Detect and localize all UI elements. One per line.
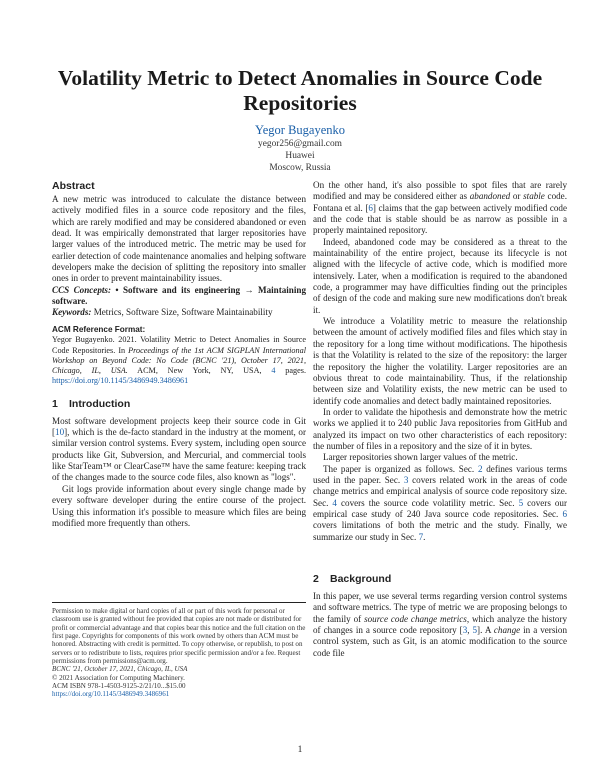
text-run: covers our empirical case study of 240 Java source code repositories. Sec.	[313, 497, 567, 519]
ref-doi-link[interactable]: https://doi.org/10.1145/3486949.3486961	[52, 376, 189, 386]
emphasis: stable	[523, 191, 545, 202]
intro-paragraph-2: Git logs provide information about every single change made by every software developer during the entire course of the project. Using this information it's possible to measure which files are being modified more frequently than others.	[52, 483, 306, 528]
permission-venue: BCNC '21, October 17, 2021, Chicago, IL, USA	[52, 665, 188, 674]
text-run: The paper is organized as follows. Sec.	[323, 463, 478, 474]
text-run: In this paper, we use several terms regarding version control systems and software metrics. The type of metric we are proposing belongs to the family of	[313, 591, 567, 624]
text-run: On the other hand, it's also possible to spot files that are rarely modified and may be considered either as	[313, 180, 567, 202]
text-run: in a version control system, such as Git, is an atomic modification to the source code file	[313, 625, 567, 658]
paper-title: Volatility Metric to Detect Anomalies in Source Code Repositories	[57, 66, 543, 115]
section-ref-link[interactable]: 6	[562, 508, 567, 519]
emphasis: abandoned	[469, 191, 511, 202]
citation-link[interactable]: 5	[472, 625, 478, 636]
right-paragraph-1	[313, 180, 567, 237]
text-run: ], which is the de-facto standard in the industry at the moment, or similar version control systems. Every system, including open source products like Git, Subversion, and Mercurial, and commercial tools like StarTeam™ or ClearCase™ have the same feature: keeping track of the changes made to the source code files, also known as "logs".	[52, 427, 306, 483]
emphasis: change	[493, 625, 521, 636]
author-email[interactable]: yegor256@gmail.com	[258, 139, 342, 149]
keywords-value: Metrics, Software Size, Software Maintainability	[93, 307, 273, 318]
text-run: Most software development projects keep their source code in Git [	[52, 415, 306, 438]
section-ref-link[interactable]: 7	[418, 531, 424, 542]
section-ref-link[interactable]: 5	[518, 497, 524, 508]
right-paragraph-3: We introduce a Volatility metric to measure the relationship between the amount of actively modified files and files which stay in the repository for a long time without modifications. The hipothesis is that the Volatility is related to the size of the repository: the larger the repository the higher the volatility. Larger repositories are an obvious threat to code maintainability. Thus, if the relationship between size and Volatility exists, the new metric can be used to identify code anomalies and detect badly maintained repositories.	[313, 316, 567, 406]
ccs-value: • Software and its engineering → Maintaining software.	[52, 284, 306, 307]
text-run: ]. A	[477, 625, 494, 636]
abstract-text: A new metric was introduced to calculate the distance between actively modified files in a source code repository and the files, which are rarely modified and may be considered abandoned or even dead. It was empirically demonstrated that larger repositories have larger values of the introduced metric. The metric may be used for earlier detection of code maintenance anomalies and helping software developers make the decision of splitting the repository into smaller ones in order to prevent maintainability issues.	[52, 194, 307, 284]
citation-link[interactable]: 10	[55, 427, 65, 438]
author-affiliation: Huawei	[285, 151, 315, 161]
text-run: .	[423, 531, 426, 542]
section-title: Introduction	[69, 397, 131, 410]
citation-link[interactable]: 3	[462, 625, 468, 636]
text-run: covers the source code volatility metric. Sec.	[336, 497, 519, 508]
intro-paragraph-1	[52, 416, 306, 484]
left-column	[52, 180, 306, 529]
author-block	[150, 123, 450, 174]
section-ref-link[interactable]: 2	[477, 463, 483, 474]
right-paragraph-4: In order to validate the hipothesis and demonstrate how the metric works we applied it to 240 public Java repositories from GitHub and analyzed its impact on two other characteristics of each repository: the number of files in a repository and the size of it in bytes.	[313, 406, 567, 451]
background-paragraph-1	[313, 591, 567, 659]
section-ref-link[interactable]: 4	[332, 497, 337, 508]
author-location: Moscow, Russia	[269, 163, 331, 173]
section-heading-introduction	[52, 398, 306, 411]
ref-text-after: ACM, New York, NY, USA,	[127, 366, 272, 376]
ccs-label: CCS Concepts:	[52, 284, 111, 295]
ref-pages-link[interactable]: 4	[271, 366, 276, 376]
ccs-concepts	[52, 285, 306, 308]
author-name: Yegor Bugayenko	[254, 123, 346, 137]
right-paragraph-6	[313, 464, 567, 543]
citation-link[interactable]: 6	[368, 202, 373, 213]
right-paragraph-5: Larger repositories shown larger values of the metric.	[323, 452, 518, 463]
section-number: 2	[313, 573, 319, 585]
text-run: or	[510, 191, 524, 202]
section-title: Background	[330, 573, 392, 585]
ref-text-before: Yegor Bugayenko. 2021. Volatility Metric to Detect Anomalies in Source Code Repositories. In	[52, 335, 306, 355]
section-number: 1	[52, 397, 58, 410]
emphasis: source code change metrics	[364, 613, 467, 624]
abstract-heading: Abstract	[52, 180, 95, 192]
section-heading-background	[313, 573, 567, 586]
text-run: ] claims that the gap between actively modified code and the code that is stable should be as narrow as possible in a properly maintained repository.	[313, 202, 568, 236]
permission-footnote	[52, 602, 306, 699]
permission-isbn: ACM ISBN 978-1-4503-9125-2/21/10...$15.00	[52, 682, 186, 691]
right-paragraph-2: Indeed, abandoned code may be considered as a threat to the maintainability of the entire project, because its lifecycle is not aligned with the lifecycle of active code, which is modified more intensively. Later, when a modification is required to the abandoned code, a programmer may have difficulties finding out the principles of design of the code and making sure new modifications don't break it.	[313, 236, 567, 315]
text-run: ,	[467, 625, 473, 636]
permission-copyright: © 2021 Association for Computing Machinery.	[52, 673, 185, 682]
ref-pages-word: pages.	[275, 366, 306, 376]
ref-venue: Proceedings of the 1st ACM SIGPLAN International Workshop on Beyond Code: No Code (BCNC '21), October 17, 2021, Chicago, IL, USA.	[52, 345, 306, 376]
keywords	[52, 307, 306, 318]
text-run: code. Fontana et al. [	[313, 191, 567, 213]
permission-text: Permission to make digital or hard copies of all or part of this work for personal or classroom use is granted without fee provided that copies are not made or distributed for profit or commercial advantage and that copies bear this notice and the full citation on the first page. Copyrights for components of this work owned by others than ACM must be honored. Abstracting with credit is permitted. To copy otherwise, or republish, to post on servers or to redistribute to lists, requires prior specific permission and/or a fee. Request permissions from permissions@acm.org.	[52, 607, 306, 666]
permission-doi-link[interactable]: https://doi.org/10.1145/3486949.3486961	[52, 690, 170, 699]
text-run: covers limitations of both the metric and the study. Finally, we summarize our study in Sec.	[313, 520, 567, 542]
reference-format-text	[52, 335, 306, 386]
right-column	[313, 180, 567, 659]
keywords-label: Keywords:	[52, 307, 92, 318]
text-run: covers related work in the areas of code change metrics and empirical analysis of source code repository size. Sec.	[313, 474, 568, 508]
reference-format-heading: ACM Reference Format:	[52, 324, 146, 334]
page-number: 1	[297, 745, 303, 755]
section-ref-link[interactable]: 3	[403, 474, 409, 485]
text-run: , which analyze the history of changes in a source code repository [	[313, 613, 567, 636]
text-run: defines various terms used in the paper. Sec.	[313, 463, 567, 485]
